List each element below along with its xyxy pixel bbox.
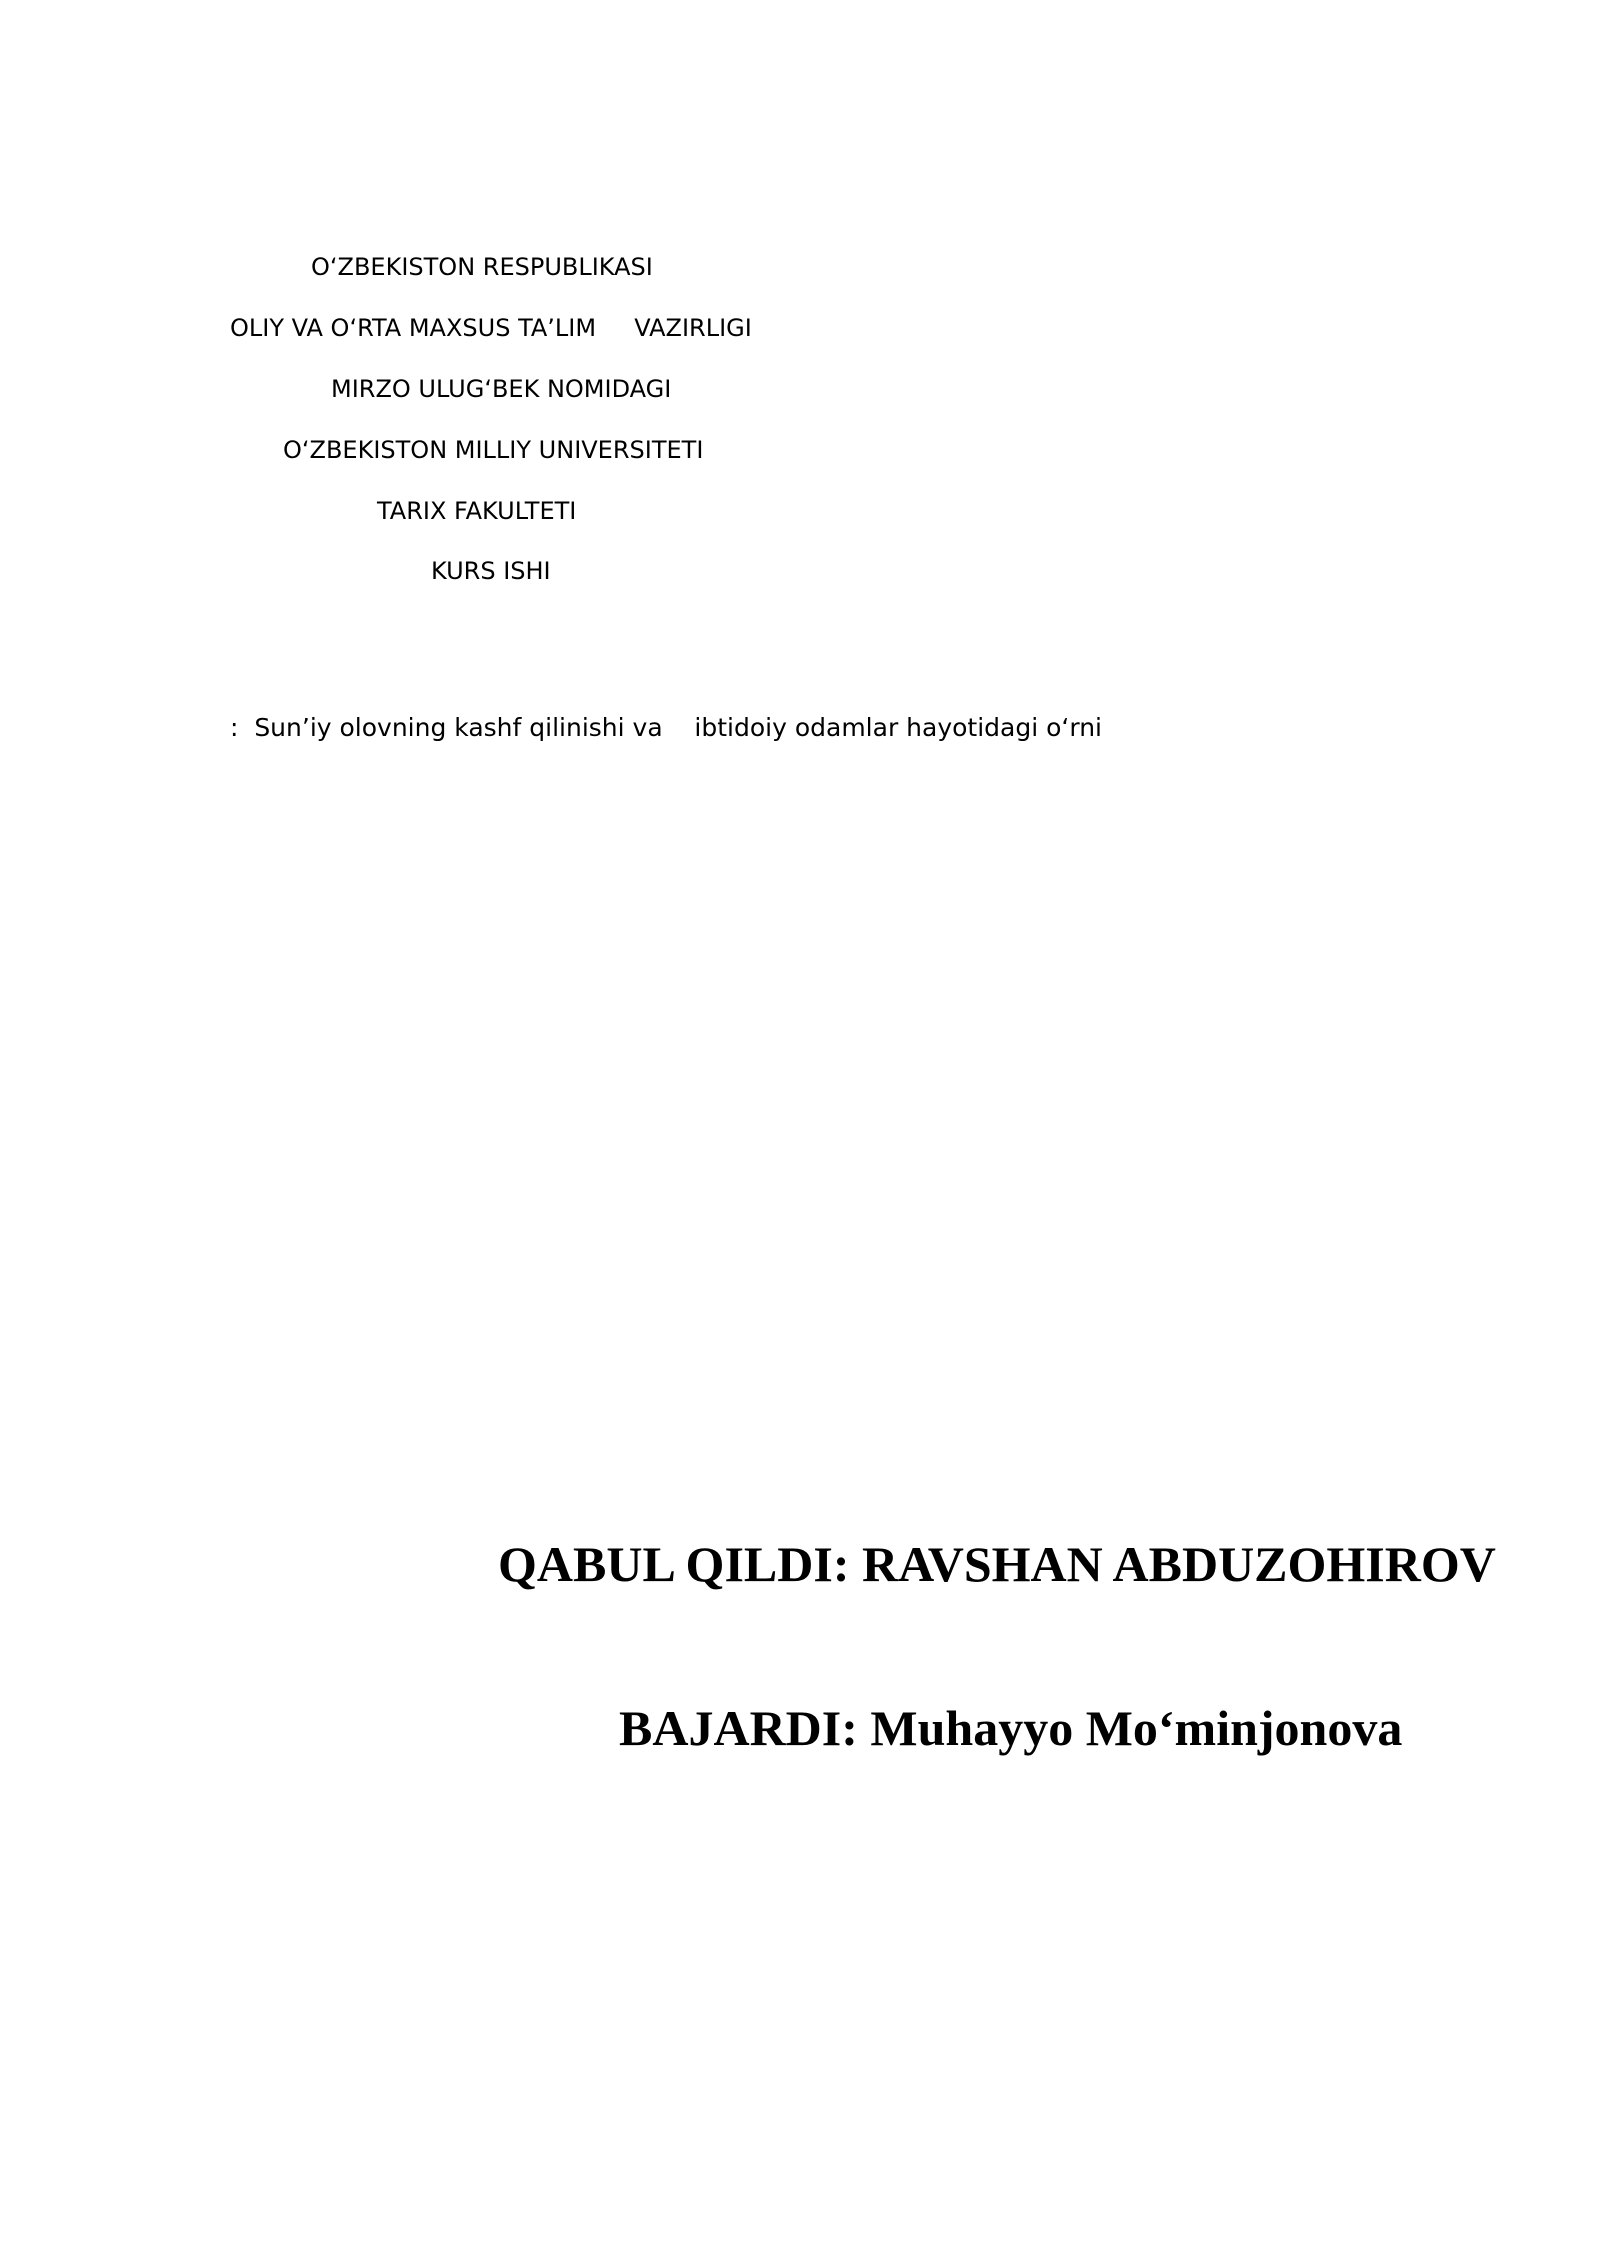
- republic-line: O‘ZBEKISTON RESPUBLIKASI: [311, 253, 653, 281]
- named-after-line: MIRZO ULUG‘BEK NOMIDAGI: [331, 375, 672, 403]
- university-line: O‘ZBEKISTON MILLIY UNIVERSITETI: [283, 436, 704, 464]
- work-type-line: KURS ISHI: [431, 557, 551, 585]
- topic-line: : Sun’iy olovning kashf qilinishi va ibtidoiy odamlar hayotidagi o‘rni: [230, 713, 1102, 742]
- accepted-by: QABUL QILDI: RAVSHAN ABDUZOHIROV: [498, 1536, 1496, 1592]
- ministry-line: OLIY VA O‘RTA MAXSUS TA’LIM VAZIRLIGI: [230, 314, 752, 342]
- completed-by: BAJARDI: Muhayyo Mo‘minjonova: [619, 1700, 1403, 1756]
- faculty-line: TARIX FAKULTETI: [377, 497, 577, 525]
